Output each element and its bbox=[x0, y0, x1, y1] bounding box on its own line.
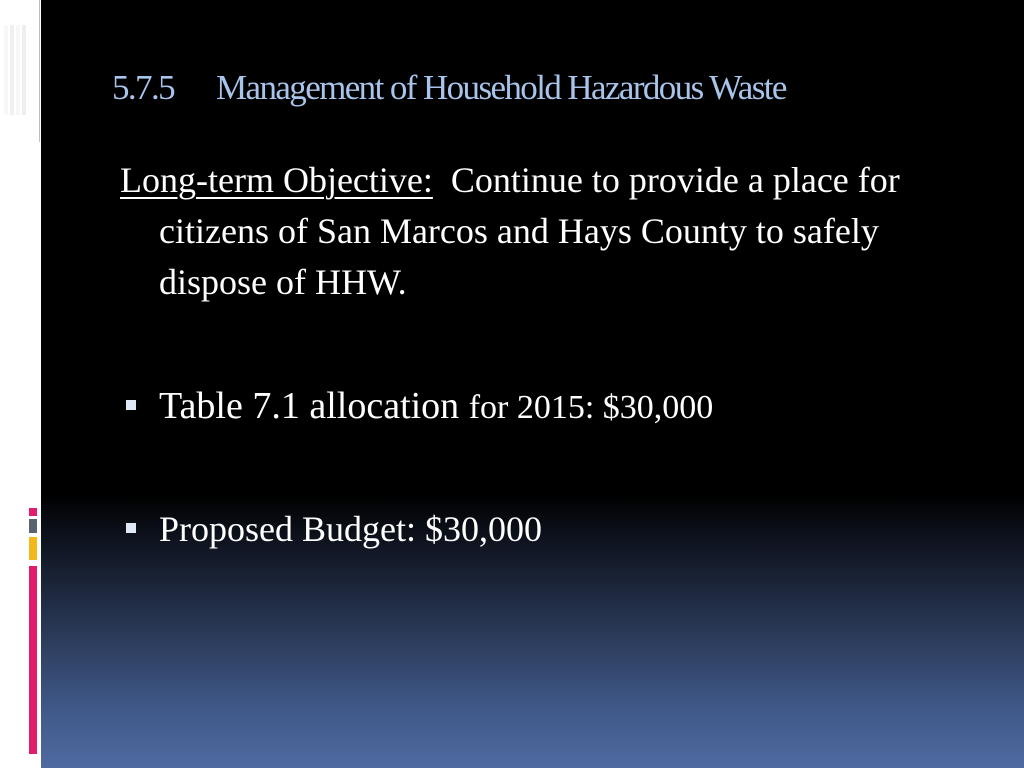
bullet-text-part: Table 7.1 allocation bbox=[159, 385, 469, 427]
decor-bar bbox=[4, 25, 8, 115]
decor-pink-bar bbox=[29, 566, 37, 754]
objective-label: Long-term Objective: bbox=[120, 160, 433, 200]
decor-bar-tall bbox=[29, 0, 40, 142]
bullet-text: Proposed Budget: $30,000 bbox=[159, 509, 542, 549]
decor-bar bbox=[22, 25, 26, 115]
decor-gray-square bbox=[29, 519, 37, 533]
section-number: 5.7.5 bbox=[112, 68, 175, 107]
square-bullet-icon bbox=[126, 523, 136, 533]
slide-title bbox=[112, 64, 1002, 112]
decor-bar bbox=[16, 25, 20, 115]
title-text: Management of Household Hazardous Waste bbox=[216, 68, 786, 107]
bullet-text-part: for 2015: $30,000 bbox=[468, 389, 714, 426]
objective-paragraph bbox=[120, 155, 959, 308]
decor-pink-square bbox=[29, 508, 37, 516]
bullet-text bbox=[159, 382, 713, 432]
decor-yellow-square bbox=[29, 537, 37, 560]
objective-text: Continue to provide a place for citizens of San Marcos and Hays County to safely dispose of HHW. bbox=[159, 160, 900, 302]
square-bullet-icon bbox=[126, 400, 136, 410]
decor-bar bbox=[10, 25, 14, 115]
